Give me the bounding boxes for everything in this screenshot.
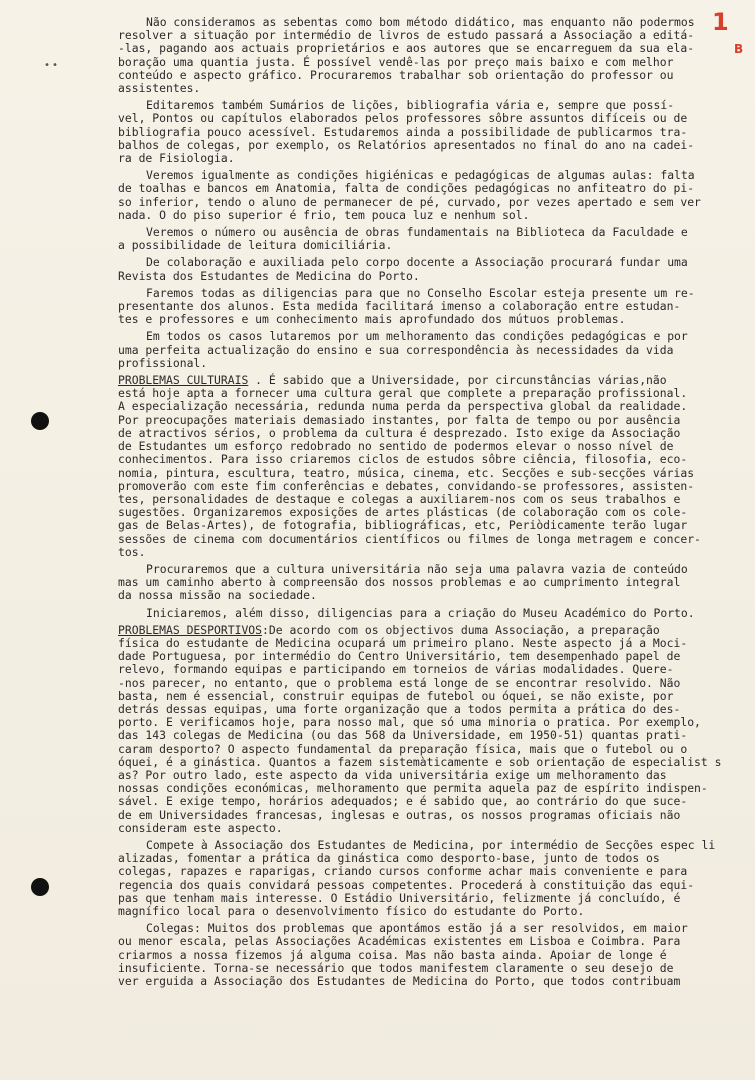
text-line: conteúdo e aspecto gráfico. Procuraremos trabalhar sob orientação do professor ou (118, 67, 674, 82)
text-line: bibliografia pouco acessível. Estudaremos ainda a possibilidade de publicarmos tra- (118, 124, 688, 139)
text-line: colegas, rapazes e raparigas, criando cursos conforme achar mais conveniente e para (118, 864, 688, 879)
text-line: alizadas, fomentar a prática da ginástica como desporto-base, junto de todos os (118, 851, 660, 866)
punch-hole-upper (31, 412, 49, 430)
paragraph (118, 287, 730, 327)
text-line: a possibilidade de leitura domiciliária. (118, 238, 393, 253)
text-line: física do estudante de Medicina ocupará um primeiro plano. Neste aspecto já a Moci- (118, 635, 688, 650)
text-line: Em todos os casos lutaremos por um melhoramento das condições pedagógicas e por (146, 329, 688, 344)
text-line: de toalhas e bancos em Anatomia, falta de condições pedagógicas no anfiteatro do pi- (118, 181, 695, 196)
document-body (118, 16, 730, 990)
text-line: balhos de colegas, por exemplo, os Relatórios apresentados no final do ano na cadei- (118, 137, 695, 152)
text-line: De colaboração e auxiliada pelo corpo docente a Associação procurará fundar uma (146, 255, 688, 270)
text-line: -nos parecer, no entanto, que o problema está longe de se encontrar resolvido. Não (118, 675, 681, 690)
page-number-mark: 1 (712, 8, 729, 36)
paragraph (118, 99, 730, 165)
initial-mark: B (734, 42, 744, 56)
text-line: mas um caminho aberto à compreensão dos nossos problemas e ao cumprimento integral (118, 575, 681, 590)
text-line: basta, nem é essencial, construir equipas de futebol ou óquei, se não existe, por (118, 688, 674, 703)
text-line: Veremos igualmente as condições higiénicas e pedagógicas de algumas aulas: falta (146, 168, 695, 183)
text-line: Não consideramos as sebentas como bom método didático, mas enquanto não podermos (146, 15, 695, 29)
text-line: regencia dos quais convidará pessoas competentes. Procederá à constituição das equi- (118, 877, 695, 892)
paragraph (118, 563, 730, 603)
paragraph (118, 624, 730, 835)
paragraph (118, 169, 730, 222)
text-line: resolver a situação por intermédio de livros de estudo passará a Associação a editá- (118, 28, 695, 43)
section-heading: PROBLEMAS CULTURAIS (118, 373, 249, 388)
text-line: Compete à Associação dos Estudantes de Medicina, por intermédio de Secções espec li (146, 837, 716, 852)
text-line: ou menor escala, pelas Associações Académicas existentes em Lisboa e Coimbra. Para (118, 934, 681, 949)
paragraph (118, 16, 730, 95)
paragraph (118, 226, 730, 252)
text-line: nada. O do piso superior é frio, tem pouca luz e nenhum sol. (118, 207, 530, 222)
text-line: magnífico local para o desenvolvimento físico do estudante do Porto. (118, 904, 585, 918)
text-line: tes, personalidades de destaque e colegas a auxiliarem-nos com os seus trabalhos e (118, 491, 681, 506)
text-line: de Estudantes um esforço redobrado no sentido de podermos elevar o nosso nível de (118, 439, 674, 454)
text-line: porto. E verificamos hoje, para nosso mal, que só uma minoria o pratica. Por exemplo, (118, 715, 701, 730)
text-line: Editaremos também Sumários de lições, bibliografia vária e, sempre que possí- (146, 98, 675, 113)
paragraph (118, 607, 730, 620)
text-line: PROBLEMAS CULTURAIS . É sabido que a Universidade, por circunstâncias várias,não (118, 373, 667, 388)
text-line: Faremos todas as diligencias para que no Conselho Escolar esteja presente um re- (146, 285, 695, 300)
text-line: pas que tenham mais interesse. O Estádio Universitário, felizmente já concluído, é (118, 890, 681, 905)
punch-hole-lower (31, 878, 49, 896)
text-line: da nossa missão na sociedade. (118, 588, 317, 603)
stray-marks: •• (44, 60, 61, 71)
text-line: boração uma quantia justa. É possível vendê-las por preço mais baixo e com melhor (118, 54, 674, 69)
text-line: nomia, pintura, escultura, teatro, música, cinema, etc. Secções e sub-secções várias (118, 465, 695, 480)
text-line: tos. (118, 544, 146, 559)
paragraph (118, 922, 730, 988)
text-line: Veremos o número ou ausência de obras fundamentais na Biblioteca da Faculdade e (146, 225, 688, 240)
text-line: insuficiente. Torna-se necessário que todos manifestem claramente o seu desejo de (118, 960, 674, 975)
text-line: promoverão com este fim conferências e debates, convidando-se professores, assisten- (118, 478, 695, 493)
text-line: conhecimentos. Para isso criaremos ciclos de estudos sôbre ciência, filosofia, eco- (118, 452, 688, 467)
text-line: criarmos a nossa fizemos já alguma coisa. Mas não basta ainda. Apoiar de longe é (118, 947, 667, 962)
text-line: -las, pagando aos actuais proprietários e aos autores que se encarreguem da sua ela- (118, 41, 695, 56)
text-line: está hoje apta a fornecer uma cultura geral que complete a preparação profissional. (118, 386, 688, 401)
text-line: Por preocupações materiais demasiado instantes, por falta de tempo ou por ausência (118, 412, 681, 427)
text-line: gas de Belas-Artes), de fotografia, bibliográficas, etc, Periòdicamente terão lugar (118, 518, 688, 533)
text-line: Colegas: Muitos dos problemas que apontámos estão já a ser resolvidos, em maior (146, 921, 688, 936)
text-line: das 143 colegas de Medicina (ou das 568 da Universidade, em 1950-51) quantas prati- (118, 728, 688, 743)
text-line: relevo, formando equipas e participando em torneios de várias modalidades. Quere- (118, 662, 674, 677)
text-line: assistentes. (118, 81, 201, 96)
text-line: sugestões. Organizaremos exposições de artes plásticas (de colaboração com os cole- (118, 505, 688, 520)
text-line: so inferior, tendo o aluno de permanecer de pé, curvado, por vezes apertado e sem ver (118, 194, 701, 209)
text-line: uma perfeita actualização do ensino e sua correspondência às necessidades da vida (118, 342, 674, 357)
text-line: Revista dos Estudantes de Medicina do Porto. (118, 268, 420, 283)
text-line: Iniciaremos, além disso, diligencias para a criação do Museu Académico do Porto. (146, 605, 695, 620)
text-line: presentante dos alunos. Esta medida facilitará imenso a colaboração entre estudan- (118, 299, 681, 314)
text-line: tes e professores e um conhecimento mais aprofundado dos mútuos problemas. (118, 312, 626, 327)
text-line: caram desporto? O aspecto fundamental da preparação física, mais que o futebol ou o (118, 741, 688, 756)
text-line: detrás dessas equipas, uma forte organização que a todos permita a prática do des- (118, 701, 681, 716)
paragraph (118, 374, 730, 559)
text-line: dade Portuguesa, por intermédio do Centro Universitário, tem desempenhado papel de (118, 649, 681, 664)
text-line: óquei, é a ginástica. Quantos a fazem sistemàticamente e sob orientação de especialist s (118, 754, 722, 769)
text-line: ver erguida a Associação dos Estudantes de Medicina do Porto, que todos contribuam (118, 974, 681, 989)
paragraph (118, 839, 730, 918)
text-line: profissional. (118, 355, 208, 370)
text-line: vel, Pontos ou capítulos elaborados pelos professores sôbre assuntos difíceis ou de (118, 111, 688, 126)
text-line: Procuraremos que a cultura universitária não seja uma palavra vazia de conteúdo (146, 561, 688, 576)
text-line: PROBLEMAS DESPORTIVOS:De acordo com os objectivos duma Associação, a preparação (118, 622, 660, 637)
text-line: nossas condições económicas, melhoramento que permita aquela paz de espírito indispen- (118, 781, 708, 796)
text-line: sável. E exige tempo, horários adequados; e é sabido que, ao contrário do que suce- (118, 794, 688, 809)
text-line: de atractivos sérios, o problema da cultura é desprezado. Isto exige da Associação (118, 425, 681, 440)
text-line: sessões de cinema com documentários científicos ou filmes de longa metragem e concer- (118, 531, 701, 546)
text-line: as? Por outro lado, este aspecto da vida universitária exige um melhoramento das (118, 767, 667, 782)
text-line: ra de Fisiologia. (118, 151, 235, 166)
section-heading: PROBLEMAS DESPORTIVOS (118, 622, 263, 637)
text-line: A especialização necessária, redunda numa perda da perspectiva global da realidade. (118, 399, 688, 414)
paragraph (118, 256, 730, 282)
paragraph (118, 330, 730, 370)
text-line: consideram este aspecto. (118, 820, 283, 835)
text-line: de em Universidades francesas, inglesas e outras, os nossos programas oficiais não (118, 807, 681, 822)
